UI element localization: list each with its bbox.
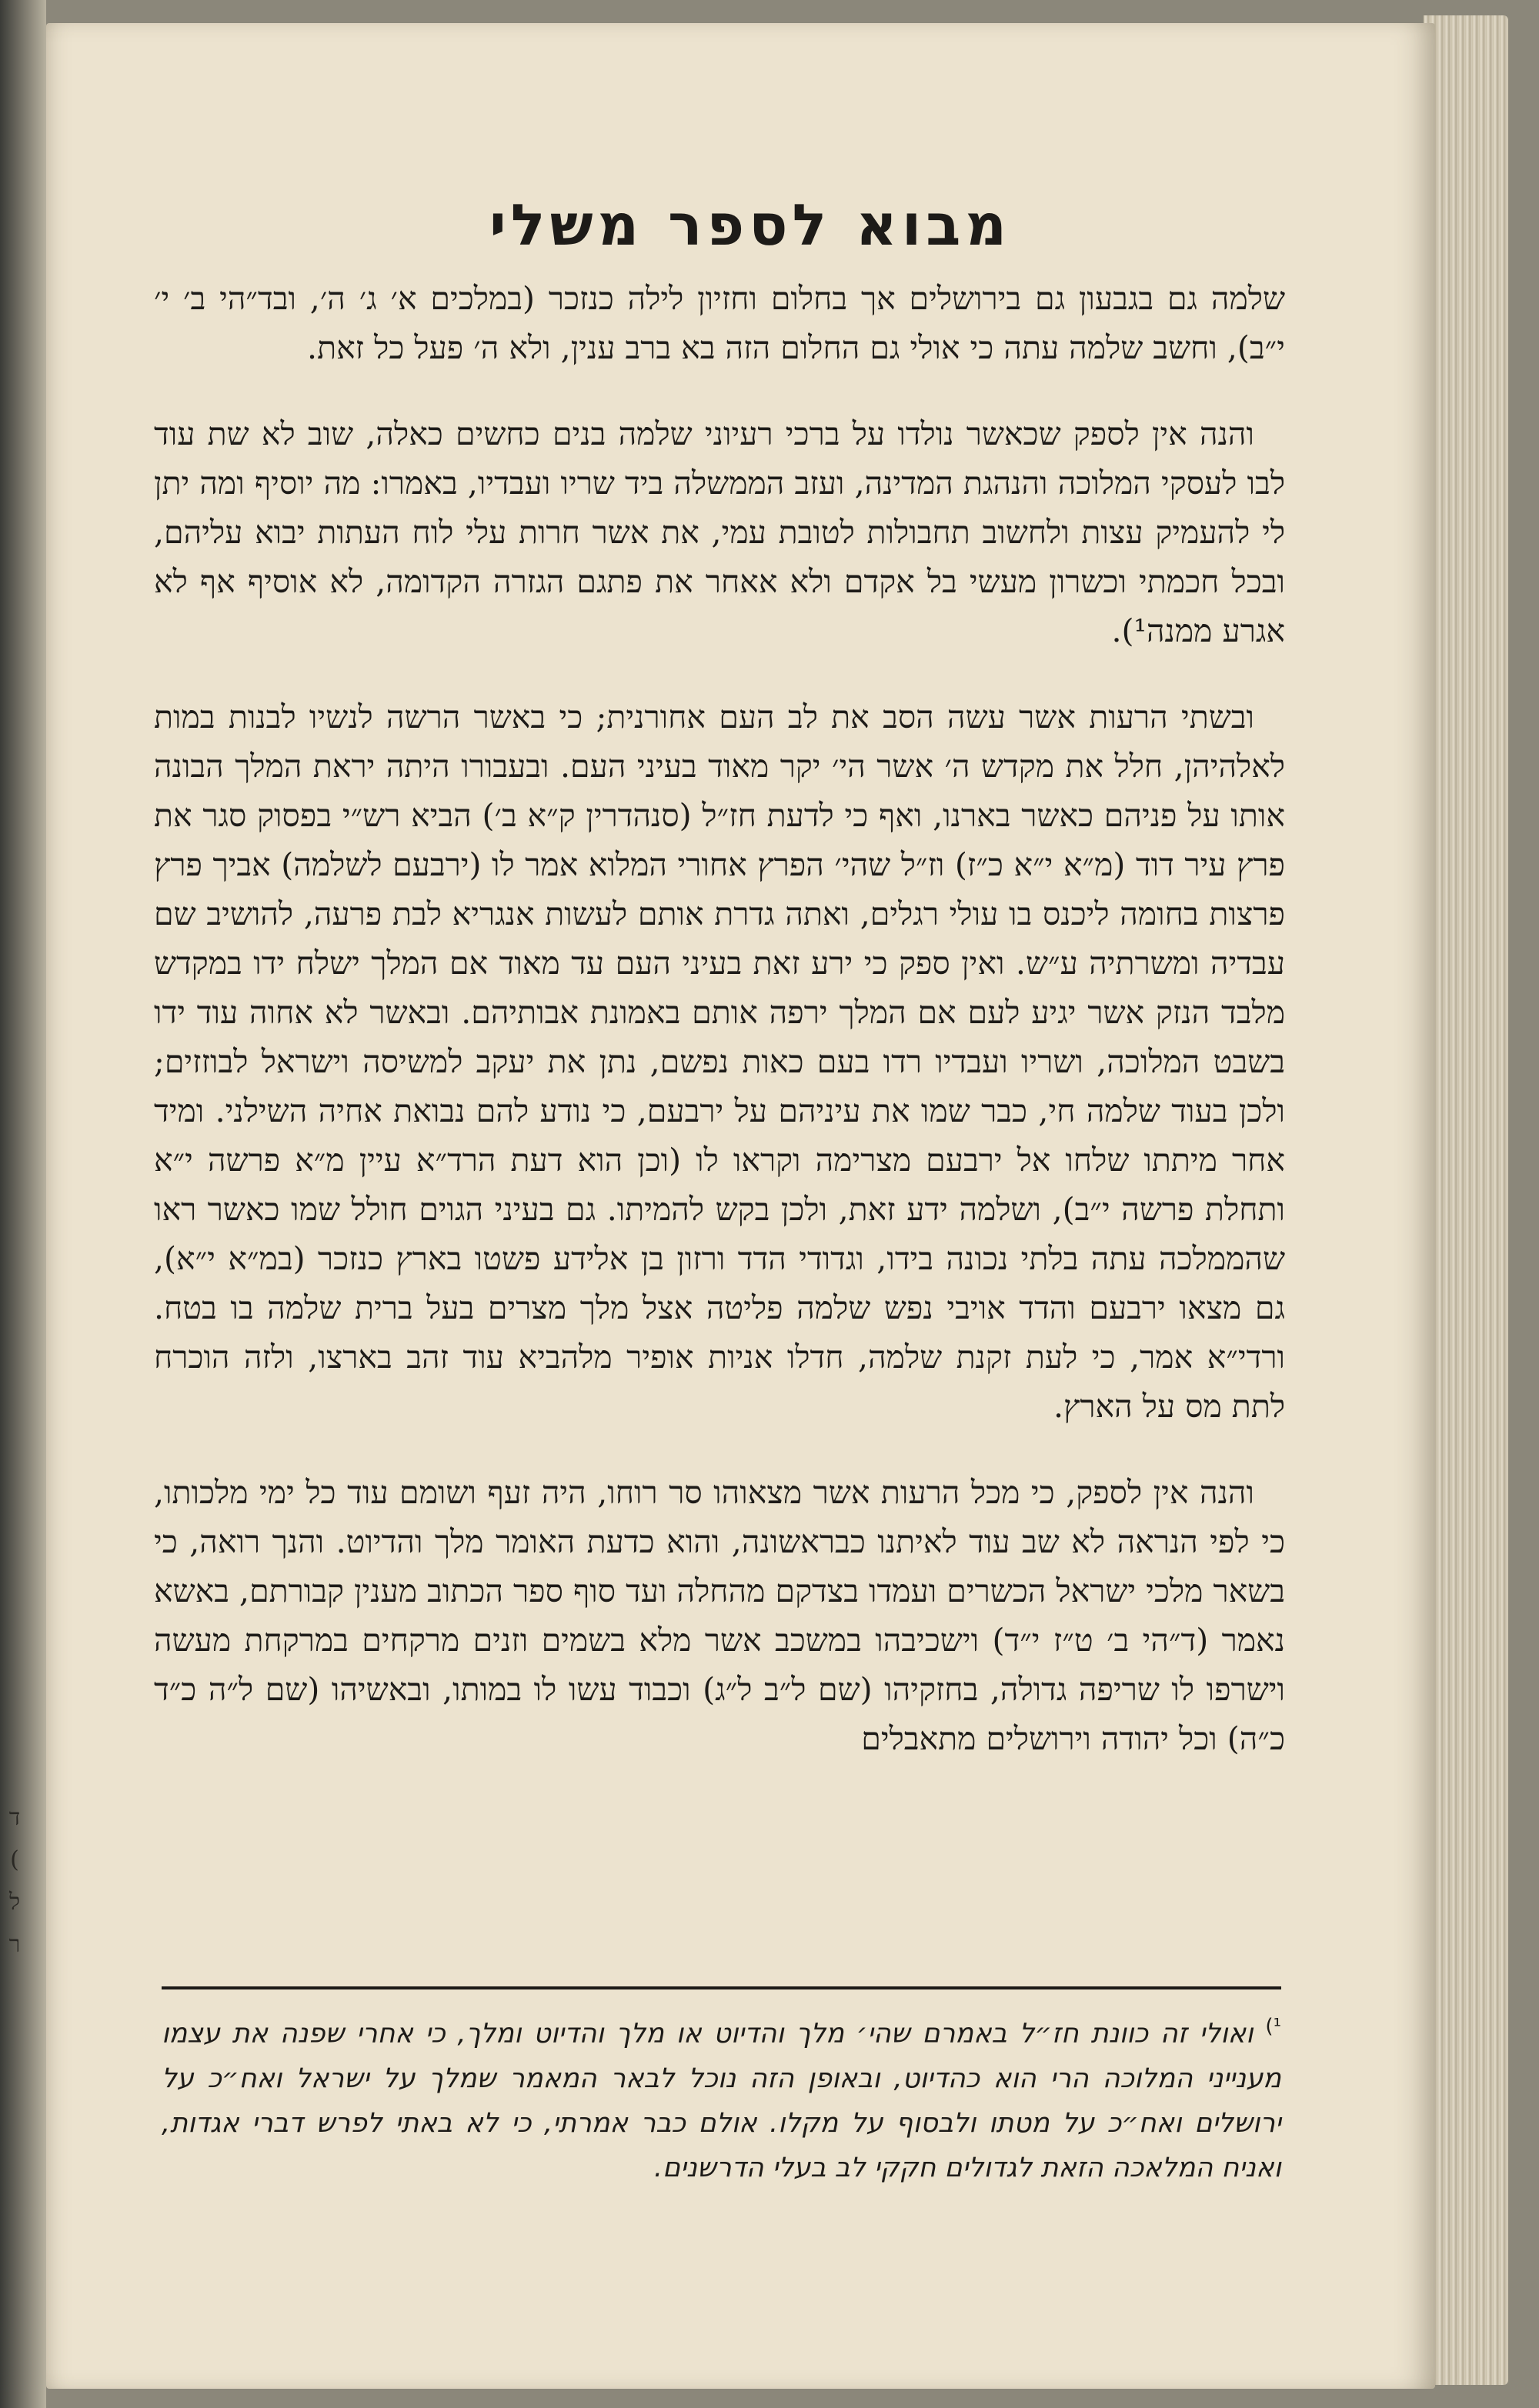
page-content (154, 192, 1285, 1800)
footnote-rule (162, 1986, 1281, 1989)
margin-glyph: ד (8, 1804, 21, 1831)
page-title: מבוא לספר משלי (489, 192, 1011, 258)
previous-page-edge (0, 0, 46, 2408)
footnote-marker: ¹) (1265, 2015, 1281, 2038)
margin-glyph: ( (10, 1846, 19, 1873)
paragraph-1: שלמה גם בגבעון גם בירושלים אך בחלום וחזיון לילה כנזכר (במלכים א׳ ג׳ ה׳, ובד״הי ב׳ י׳ י״ב), וחשב שלמה עתה כי אולי גם החלום הזה בא ברב ענין, ולא ה׳ פעל כל זאת. (154, 280, 1285, 366)
footnote-text: ואולי זה כוונת חז״ל באמרם שהי׳ מלך והדיוט או מלך והדיוט ומלך, כי אחרי שפנה את עצמו מענייני המלוכה הרי הוא כהדיוט, ובאופן הזה נוכל לבאר המאמר שמלך על ישראל ואח״כ על ירושלים ואח״כ על מטתו ולבסוף על מקלו. אולם כבר אמרתי, כי לא באתי לפרש דברי אגדות, ואניח המלאכה הזאת לגדולים חקקי לב בעלי הדרשנים. (162, 2018, 1281, 2183)
margin-glyph: ר (8, 1931, 21, 1958)
paragraph-3: ובשתי הרעות אשר עשה הסב את לב העם אחורנית; כי באשר הרשה לנשיו לבנות במות לאלהיהן, חלל את מקדש ה׳ אשר הי׳ יקר מאוד בעיני העם. ובעבורו היתה יראת המלך הבונה אותו על פניהם כאשר בארנו, ואף כי לדעת חז״ל (סנהדרין ק״א ב׳) הביא רש״י בפסוק סגר את פרץ עיר דוד (מ״א י״א כ״ז) וז״ל שהי׳ הפרץ אחורי המלוא אמר לו (ירבעם לשלמה) אביך פרץ פרצות בחומה ליכנס בו עולי רגלים, ואתה גדרת אותם לעשות אנגריא לבת פרעה, להושיב שם עבדיה ומשרתיה ע״ש. ואין ספק כי ירע זאת בעיני העם עד מאוד אם המלך ישלח ידו במקדש מלבד הנזק אשר יגיע לעם אם המלך ירפה אותם באמונת אבותיהם. ובאשר לא אחוה עוד ידו בשבט המלוכה, ושריו ועבדיו רדו בעם כאות נפשם, נתן את יעקב למשיסה וישראל לבוזזים; ולכן בעוד שלמה חי, כבר שמו את עיניהם על ירבעם, כי נודע להם נבואת אחיה השילני. ומיד אחר מיתתו שלחו אל ירבעם מצרימה וקראו לו (וכן הוא דעת הרד״א עיין מ״א פרשה י״א ותחלת פרשה י״ב), ושלמה ידע זאת, ולכן בקש להמיתו. גם בעיני הגוים חולל שמו כאשר ראו שהממלכה עתה בלתי נכונה בידו, וגדודי הדד ורזון בן אלידע פשטו בארץ כנזכר (במ״א י״א), גם מצאו ירבעם והדד אויבי נפש שלמה פליטה אצל מלך מצרים בעל ברית שלמה בו בטח. ורדי״א אמר, כי לעת זקנת שלמה, חדלו אניות אופיר מלהביא עוד זהב בארצו, ולזה הוכרח לתת מס על הארץ. (154, 699, 1285, 1425)
paragraph-4: והנה אין לספק, כי מכל הרעות אשר מצאוהו סר רוחו, היה זעף ושומם עוד כל ימי מלכותו, כי לפי הנראה לא שב עוד לאיתנו כבראשונה, והוא כדעת האומר מלך והדיוט. והנך רואה, כי בשאר מלכי ישראל הכשרים ועמדו בצדקם מהחלה ועד סוף ספר הכתוב מענין קבורתם, באשא נאמר (ד״הי ב׳ ט״ז י״ד) וישכיבהו במשכב אשר מלא בשמים וזנים מרקחים במרקחת מעשה וישרפו לו שריפה גדולה, בחזקיהו (שם ל״ב ל״ג) וכבוד עשו לו במותו, ובאשיהו (שם ל״ה כ״ד כ״ה) וכל יהודה וירושלים מתאבלים (154, 1474, 1285, 1757)
paragraph-2: והנה אין לספק שכאשר נולדו על ברכי רעיוני שלמה בנים כחשים כאלה, שוב לא שת עוד לבו לעסקי המלוכה והנהגת המדינה, ועזב הממשלה ביד שריו ועבדיו, באמרו: מה יוסיף ומה יתן לי להעמיק עצות ולחשוב תחבולות לטובת עמי, את אשר חרות עלי לוח העתות יבוא עליהם, ובכל חכמתי וכשרון מעשי בל אקדם ולא אאחר את פתגם הגזרה הקדומה, לא אוסיף אף לא אגרע ממנה¹). (154, 415, 1285, 649)
margin-glyph: ל (8, 1889, 21, 1916)
book-page (46, 23, 1435, 2389)
footnote (162, 2004, 1281, 2190)
book-page-edges (1424, 15, 1508, 2385)
